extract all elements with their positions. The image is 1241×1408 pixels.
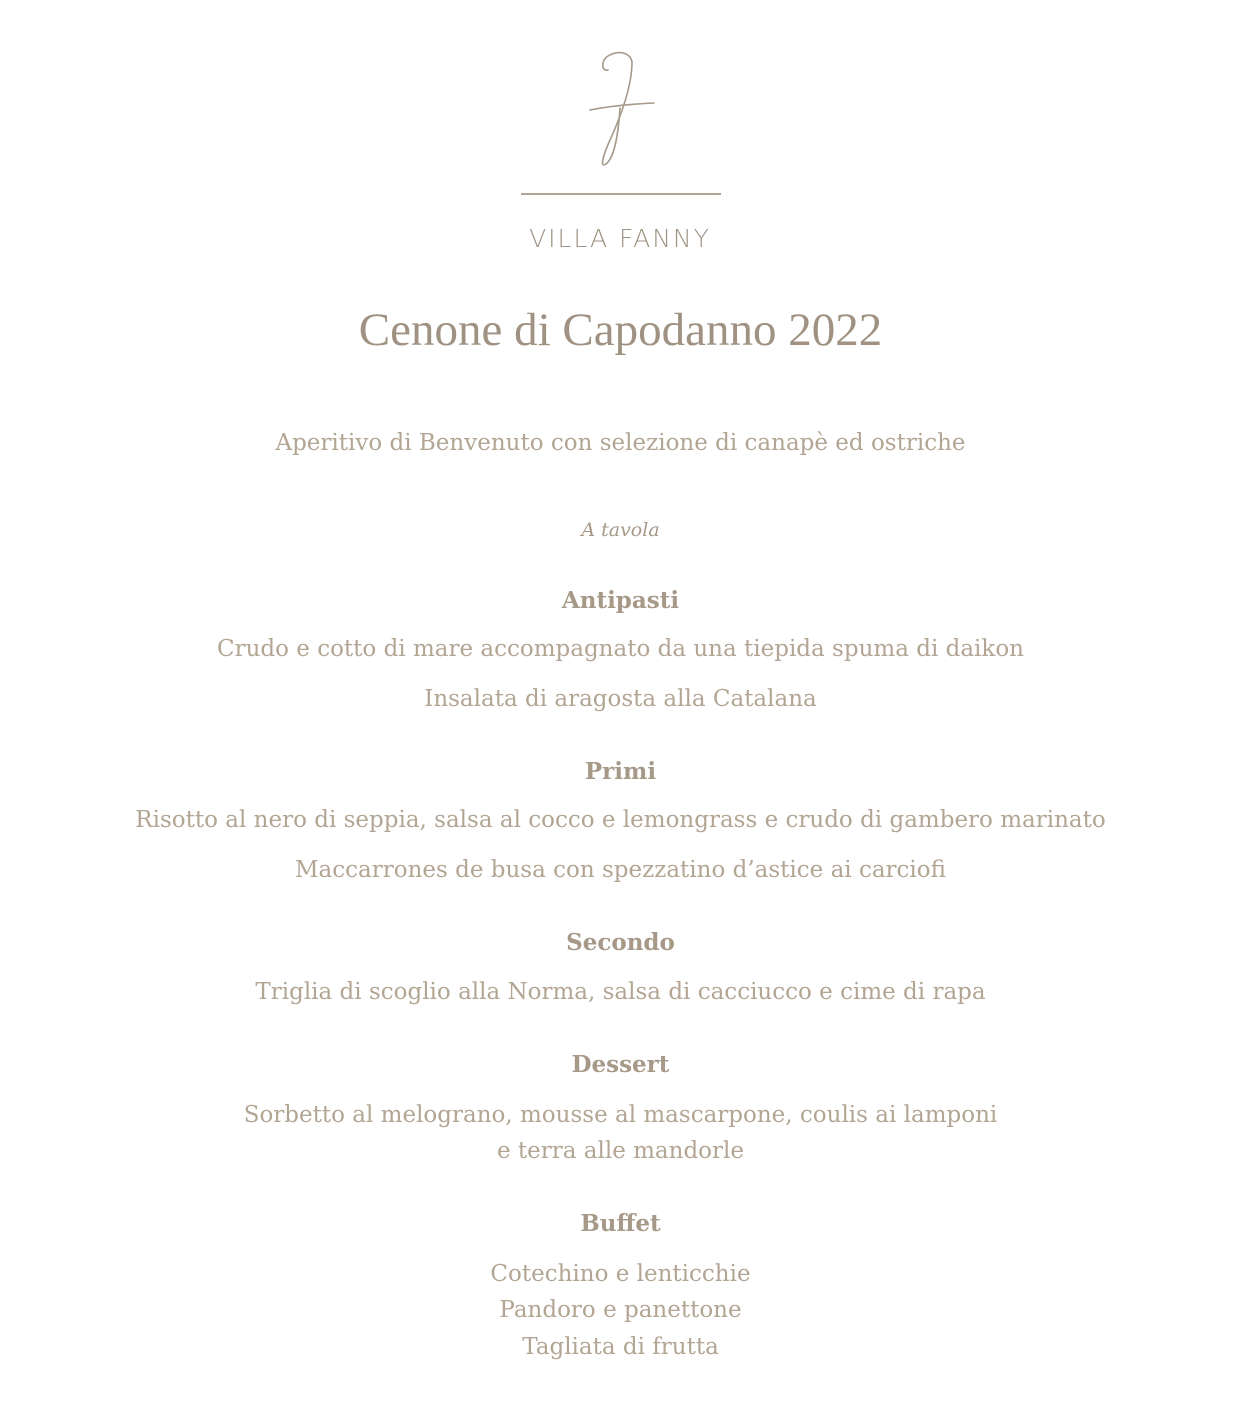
menu-item: Crudo e cotto di mare accompagnato da una tiepida spuma di daikon — [216, 636, 1024, 662]
menu-item: Pandoro e panettone — [499, 1297, 742, 1323]
brand-name: VILLA FANNY — [529, 224, 711, 253]
menu-item: Insalata di aragosta alla Catalana — [424, 686, 817, 712]
section-heading-primi: Primi — [584, 758, 657, 785]
menu-item: Sorbetto al melograno, mousse al mascarpone, coulis ai lamponi — [243, 1102, 998, 1128]
menu-item: Cotechino e lenticchie — [490, 1261, 751, 1287]
monogram-f-icon — [580, 48, 664, 172]
menu-item: Maccarrones de busa con spezzatino d’astice ai carciofi — [295, 857, 946, 883]
section-heading-dessert: Dessert — [571, 1051, 670, 1078]
welcome-line: Aperitivo di Benvenuto con selezione di canapè ed ostriche — [275, 430, 966, 456]
menu-item: Risotto al nero di seppia, salsa al cocco e lemongrass e crudo di gambero marinato — [135, 807, 1106, 833]
section-heading-buffet: Buffet — [580, 1210, 661, 1237]
section-heading-antipasti: Antipasti — [561, 587, 680, 614]
menu-item: Triglia di scoglio alla Norma, salsa di cacciucco e cime di rapa — [255, 979, 986, 1005]
page-title: Cenone di Capodanno 2022 — [358, 304, 883, 356]
menu-item: Tagliata di frutta — [522, 1334, 719, 1360]
subtitle: A tavola — [581, 519, 660, 541]
section-heading-secondo: Secondo — [566, 929, 675, 956]
logo-divider — [521, 193, 721, 195]
menu-item: e terra alle mandorle — [496, 1138, 744, 1164]
